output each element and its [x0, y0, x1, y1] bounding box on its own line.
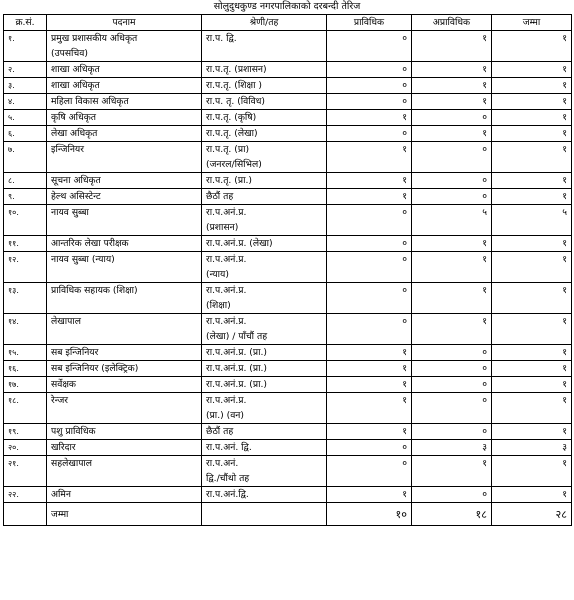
row-class [202, 283, 327, 314]
row-technical: ० [327, 126, 412, 142]
row-post [47, 252, 202, 283]
row-nontechnical: १ [412, 31, 492, 62]
row-sn: २०. [4, 440, 47, 456]
row-post [47, 142, 202, 173]
row-class [202, 142, 327, 173]
row-post-line: सर्वेक्षक [51, 379, 76, 390]
row-class [202, 62, 327, 78]
row-post-line: सब इन्जिनियर (इलेक्ट्रिक) [51, 363, 139, 374]
row-post [47, 424, 202, 440]
row-class [202, 377, 327, 393]
row-sn: २२. [4, 487, 47, 503]
row-technical: १ [327, 173, 412, 189]
row-class-line: रा.प.तृ. (कृषि) [206, 112, 257, 123]
row-sn: १६. [4, 361, 47, 377]
row-post [47, 126, 202, 142]
table-row [4, 456, 572, 487]
row-technical: १ [327, 142, 412, 173]
header-post: पदनाम [47, 15, 202, 31]
row-class [202, 424, 327, 440]
row-nontechnical: १ [412, 456, 492, 487]
table-row [4, 205, 572, 236]
row-total: १ [492, 78, 572, 94]
row-class-line: रा.प.तृ. (प्रशासन) [206, 64, 267, 75]
table-row [4, 126, 572, 142]
row-total: १ [492, 110, 572, 126]
row-technical: १ [327, 361, 412, 377]
row-post-line: लेखापाल [51, 316, 81, 327]
row-post [47, 456, 202, 487]
staffing-table [3, 14, 572, 526]
row-nontechnical: ० [412, 345, 492, 361]
header-nontechnical: अप्राविधिक [412, 15, 492, 31]
row-nontechnical: १ [412, 236, 492, 252]
row-sn: १७. [4, 377, 47, 393]
row-nontechnical: १ [412, 126, 492, 142]
row-sn: १५. [4, 345, 47, 361]
row-sn: ६. [4, 126, 47, 142]
row-total: १ [492, 456, 572, 487]
row-sn: १३. [4, 283, 47, 314]
table-row [4, 252, 572, 283]
row-post [47, 94, 202, 110]
row-nontechnical: ० [412, 189, 492, 205]
row-class [202, 110, 327, 126]
row-class-line: रा.प.अनं. [206, 458, 239, 469]
row-nontechnical: १ [412, 314, 492, 345]
row-post-line: खरिदार [51, 442, 76, 453]
row-sn: २. [4, 62, 47, 78]
row-post-line: सूचना अधिकृत [51, 175, 101, 186]
row-technical: १ [327, 393, 412, 424]
row-class-line: रा.प.अनं.प्र. (प्रा.) [206, 379, 268, 390]
row-post [47, 236, 202, 252]
row-class-line: रा.प.अनं.प्र. [206, 285, 247, 296]
table-row [4, 440, 572, 456]
table-row [4, 487, 572, 503]
row-class [202, 252, 327, 283]
row-class-line: (लेखा) / पाँचौं तह [206, 331, 268, 342]
row-total: १ [492, 189, 572, 205]
row-post [47, 62, 202, 78]
row-class-line: (प्रा.) (वन) [206, 410, 244, 421]
row-technical: ० [327, 314, 412, 345]
row-nontechnical: ० [412, 487, 492, 503]
table-header-row [4, 15, 572, 31]
row-technical: ० [327, 283, 412, 314]
row-post-line: अमिन [51, 489, 71, 500]
row-nontechnical: ० [412, 361, 492, 377]
row-post-line: प्राविधिक सहायक (शिक्षा) [51, 285, 138, 296]
row-sn: १९. [4, 424, 47, 440]
row-post [47, 189, 202, 205]
row-sn: १. [4, 31, 47, 62]
row-class-line: रा.प.अनं.प्र. [206, 395, 247, 406]
row-technical: ० [327, 456, 412, 487]
row-post [47, 205, 202, 236]
row-sn: १४. [4, 314, 47, 345]
row-nontechnical: ५ [412, 205, 492, 236]
row-total: १ [492, 377, 572, 393]
row-technical: ० [327, 31, 412, 62]
row-class [202, 393, 327, 424]
row-class-line: रा.प.अनं.प्र. (लेखा) [206, 238, 273, 249]
row-class-line: (न्याय) [206, 269, 229, 280]
row-class [202, 361, 327, 377]
table-row [4, 173, 572, 189]
row-post-line: शाखा अधिकृत [51, 80, 100, 91]
row-class-line: रा.प.तृ. (शिक्षा ) [206, 80, 262, 91]
row-class [202, 456, 327, 487]
totals-sn [4, 503, 47, 526]
row-technical: ० [327, 205, 412, 236]
row-technical: ० [327, 440, 412, 456]
row-post-line: पशु प्राविधिक [51, 426, 96, 437]
row-technical: १ [327, 424, 412, 440]
row-post-line: सब इन्जिनियर [51, 347, 99, 358]
row-post-line: कृषि अधिकृत [51, 112, 97, 123]
row-post [47, 314, 202, 345]
row-technical: १ [327, 189, 412, 205]
row-nontechnical: ० [412, 142, 492, 173]
row-post [47, 487, 202, 503]
table-row [4, 361, 572, 377]
row-class [202, 78, 327, 94]
row-post-line: आन्तरिक लेखा परीक्षक [51, 238, 129, 249]
row-total: १ [492, 361, 572, 377]
row-total: १ [492, 314, 572, 345]
row-total: १ [492, 236, 572, 252]
table-row [4, 393, 572, 424]
table-row [4, 110, 572, 126]
row-class [202, 440, 327, 456]
row-class-line: (शिक्षा) [206, 300, 231, 311]
row-post [47, 283, 202, 314]
header-class: श्रेणी/तह [202, 15, 327, 31]
row-nontechnical: ० [412, 377, 492, 393]
header-technical: प्राविधिक [327, 15, 412, 31]
row-technical: ० [327, 252, 412, 283]
row-total: ३ [492, 440, 572, 456]
header-sn: क्र.सं. [4, 15, 47, 31]
row-post [47, 440, 202, 456]
totals-nontechnical: १८ [412, 503, 492, 526]
row-total: १ [492, 393, 572, 424]
row-post-line: प्रमुख प्रशासकीय अधिकृत [51, 33, 138, 44]
table-row [4, 94, 572, 110]
row-post [47, 345, 202, 361]
row-nontechnical: ० [412, 424, 492, 440]
row-technical: १ [327, 377, 412, 393]
row-total: ५ [492, 205, 572, 236]
row-total: १ [492, 252, 572, 283]
table-row [4, 345, 572, 361]
row-technical: ० [327, 94, 412, 110]
row-post [47, 110, 202, 126]
row-total: १ [492, 94, 572, 110]
totals-class [202, 503, 327, 526]
row-technical: १ [327, 345, 412, 361]
row-nontechnical: १ [412, 252, 492, 283]
row-nontechnical: ० [412, 173, 492, 189]
row-nontechnical: १ [412, 62, 492, 78]
row-post [47, 173, 202, 189]
row-class [202, 205, 327, 236]
row-technical: ० [327, 62, 412, 78]
table-row [4, 62, 572, 78]
row-nontechnical: १ [412, 78, 492, 94]
row-class [202, 345, 327, 361]
row-class [202, 236, 327, 252]
row-class-line: रा.प.अनं.प्र. [206, 316, 247, 327]
row-class-line: रा.प. तृ. (विविध) [206, 96, 265, 107]
row-total: १ [492, 142, 572, 173]
totals-total: २८ [492, 503, 572, 526]
table-row [4, 236, 572, 252]
row-total: १ [492, 31, 572, 62]
row-sn: ८. [4, 173, 47, 189]
page-title: सोलुदुधकुण्ड नगरपालिकाको दरबन्दी तेरिज [213, 1, 361, 12]
row-total: १ [492, 424, 572, 440]
row-technical: ० [327, 78, 412, 94]
row-sn: ११. [4, 236, 47, 252]
row-post [47, 78, 202, 94]
row-class-line: रा.प.अनं.प्र. [206, 207, 247, 218]
row-nontechnical: १ [412, 94, 492, 110]
row-class [202, 487, 327, 503]
row-class-line: छैठौं तह [206, 191, 234, 202]
row-post [47, 31, 202, 62]
row-class-line: रा.प.अनं.द्वि. [206, 489, 249, 500]
row-class-line: (जनरल/सिभिल) [206, 159, 262, 170]
row-total: १ [492, 126, 572, 142]
row-class [202, 189, 327, 205]
row-post-line: महिला विकास अधिकृत [51, 96, 129, 107]
row-sn: ४. [4, 94, 47, 110]
row-sn: २१. [4, 456, 47, 487]
row-post-line: रेन्जर [51, 395, 69, 406]
row-class [202, 314, 327, 345]
row-class-line: छैठौं तह [206, 426, 234, 437]
row-sn: १०. [4, 205, 47, 236]
row-nontechnical: ३ [412, 440, 492, 456]
row-class-line: रा.प.अनं.प्र. (प्रा.) [206, 363, 268, 374]
row-sn: ९. [4, 189, 47, 205]
table-row [4, 189, 572, 205]
table-row [4, 283, 572, 314]
row-class-line: (प्रशासन) [206, 222, 239, 233]
row-class-line: रा.प.अनं.प्र. [206, 254, 247, 265]
row-post-line: नायव सुब्बा (न्याय) [51, 254, 115, 265]
row-class-line: रा.प.अनं.प्र. (प्रा.) [206, 347, 268, 358]
row-sn: ३. [4, 78, 47, 94]
row-nontechnical: ० [412, 393, 492, 424]
row-class-line: रा.प.तृ. (प्रा) [206, 144, 250, 155]
row-class-line: रा.प. द्वि. [206, 33, 237, 44]
table-row [4, 424, 572, 440]
row-post [47, 377, 202, 393]
row-total: १ [492, 345, 572, 361]
row-post-line: सहलेखापाल [51, 458, 93, 469]
row-post-line: नायव सुब्बा [51, 207, 89, 218]
row-class [202, 173, 327, 189]
row-post-line: हेल्थ असिस्टेन्ट [51, 191, 101, 202]
table-row [4, 31, 572, 62]
row-technical: १ [327, 487, 412, 503]
row-total: १ [492, 62, 572, 78]
totals-technical: १० [327, 503, 412, 526]
row-class-line: द्वि./चौंथो तह [206, 473, 250, 484]
totals-row [4, 503, 572, 526]
row-technical: १ [327, 110, 412, 126]
row-nontechnical: ० [412, 110, 492, 126]
row-technical: ० [327, 236, 412, 252]
totals-label: जम्मा [47, 503, 202, 526]
table-row [4, 377, 572, 393]
row-class-line: रा.प.तृ. (लेखा) [206, 128, 258, 139]
row-sn: १८. [4, 393, 47, 424]
row-class-line: रा.प.तृ. (प्रा.) [206, 175, 252, 186]
row-class-line: रा.प.अनं. द्वि. [206, 442, 252, 453]
row-nontechnical: १ [412, 283, 492, 314]
table-row [4, 314, 572, 345]
row-post-line: (उपसचिव) [51, 48, 88, 59]
row-class [202, 126, 327, 142]
row-post-line: शाखा अधिकृत [51, 64, 100, 75]
row-class [202, 31, 327, 62]
row-sn: ५. [4, 110, 47, 126]
row-post-line: लेखा अधिकृत [51, 128, 98, 139]
row-class [202, 94, 327, 110]
row-sn: १२. [4, 252, 47, 283]
row-post-line: इन्जिनियर [51, 144, 85, 155]
row-total: १ [492, 487, 572, 503]
row-post [47, 393, 202, 424]
row-sn: ७. [4, 142, 47, 173]
table-row [4, 78, 572, 94]
table-row [4, 142, 572, 173]
row-total: १ [492, 283, 572, 314]
header-total: जम्मा [492, 15, 572, 31]
row-total: १ [492, 173, 572, 189]
row-post [47, 361, 202, 377]
